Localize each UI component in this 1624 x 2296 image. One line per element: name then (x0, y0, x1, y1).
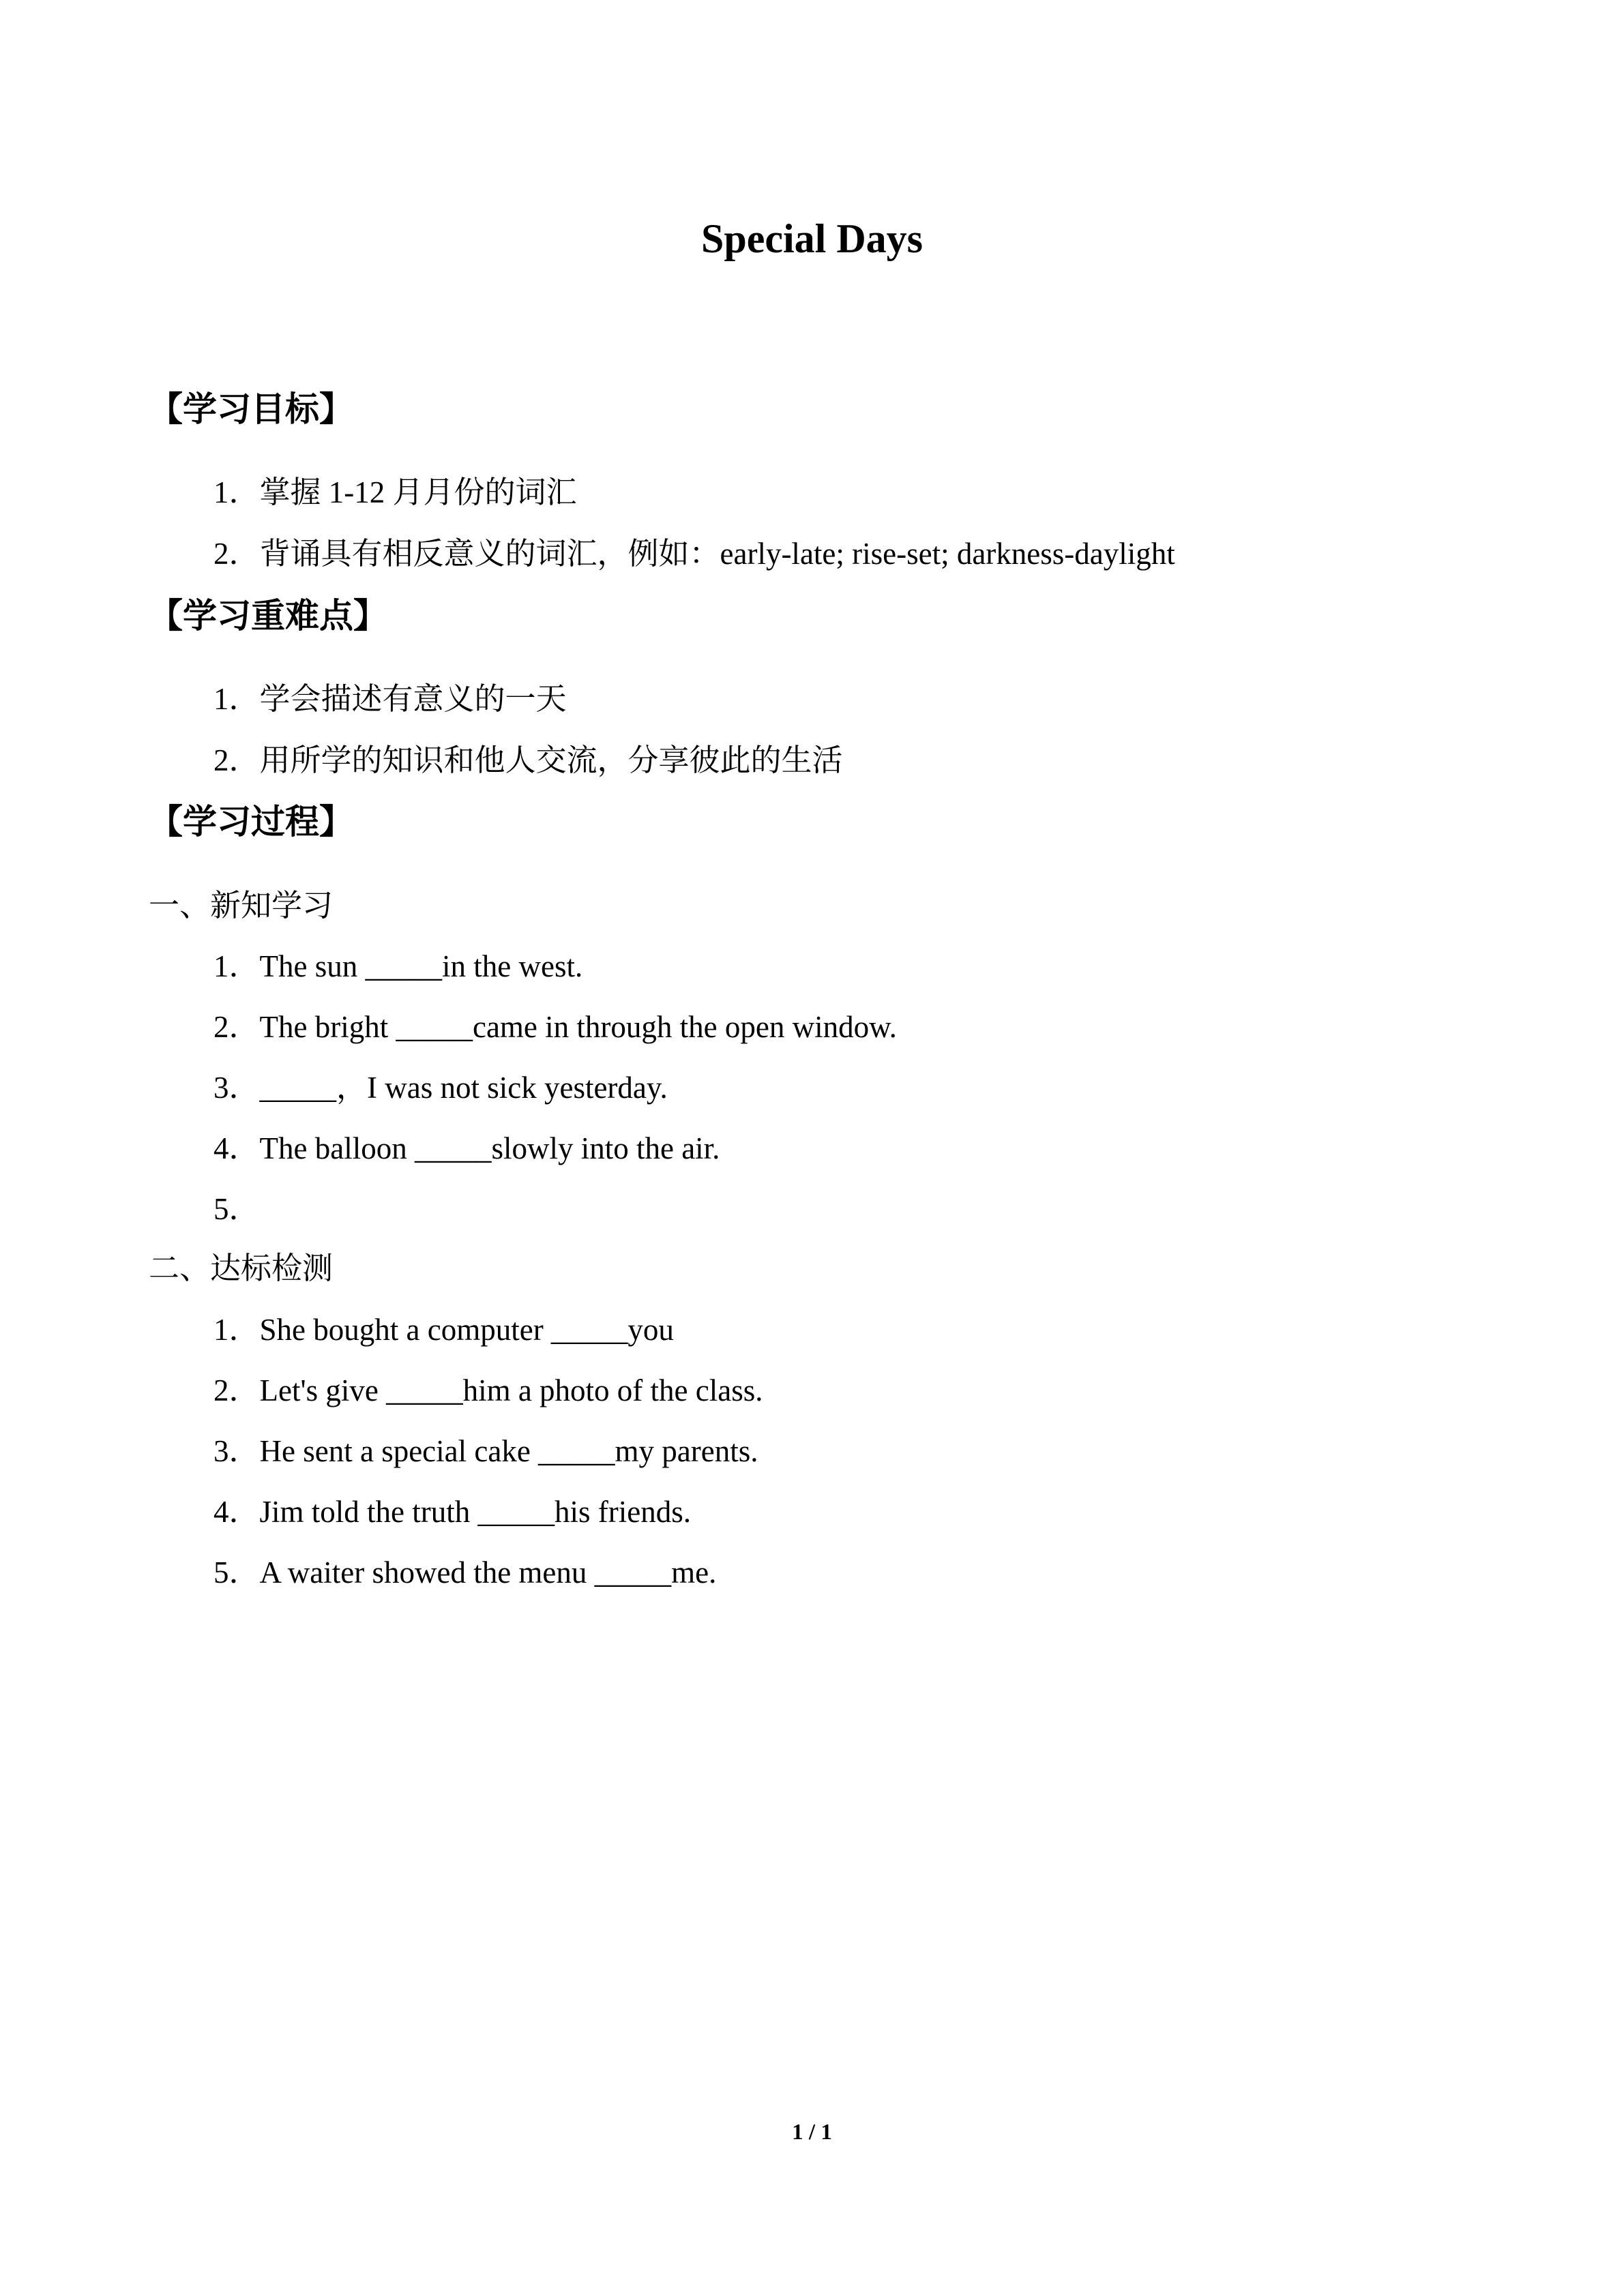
item-number: 2． (213, 1010, 260, 1044)
exercise-item (213, 946, 582, 987)
item-text: The sun _____in the west. (259, 949, 583, 983)
item-text: 掌握 1-12 月月份的词汇 (259, 475, 577, 509)
exercise-item (213, 1067, 668, 1108)
item-text: The bright _____came in through the open window. (259, 1010, 897, 1044)
process-heading: 【学习过程】 (149, 802, 353, 841)
item-text: He sent a special cake _____my parents. (259, 1434, 758, 1468)
item-number: 1． (213, 1313, 260, 1347)
objective-item-1 (213, 472, 577, 513)
exercise-item (213, 1007, 897, 1047)
item-number: 2． (213, 537, 260, 571)
exercise-item (213, 1128, 720, 1169)
item-number: 1． (213, 475, 260, 509)
key-points-heading: 【学习重难点】 (149, 596, 387, 636)
item-text: 用所学的知识和他人交流，分享彼此的生活 (259, 743, 843, 777)
exercise-item (213, 1370, 763, 1411)
item-number: 2． (213, 743, 260, 777)
section-label-assessment: 二、达标检测 (149, 1251, 334, 1285)
item-number: 3． (213, 1434, 260, 1468)
item-number: 4． (213, 1495, 260, 1529)
key-point-item-1 (213, 679, 567, 719)
item-text: Jim told the truth _____his friends. (259, 1495, 691, 1529)
exercise-item (213, 1552, 716, 1593)
exercise-item (213, 1431, 758, 1472)
item-text: A waiter showed the menu _____me. (259, 1555, 717, 1590)
item-number: 5． (213, 1555, 260, 1590)
item-number: 4． (213, 1131, 260, 1165)
item-number: 5． (213, 1192, 260, 1226)
key-point-item-2 (213, 740, 843, 781)
item-number: 1． (213, 682, 260, 716)
item-number: 3． (213, 1071, 260, 1105)
item-text: Let's give _____him a photo of the class. (259, 1373, 763, 1407)
item-text: _____，I was not sick yesterday. (259, 1071, 668, 1105)
exercise-item (213, 1309, 674, 1350)
page-title: Special Days (700, 216, 924, 261)
objective-item-2 (213, 533, 1175, 574)
item-text: 学会描述有意义的一天 (259, 682, 567, 716)
page-number: 1 / 1 (792, 2120, 832, 2145)
exercise-item (213, 1491, 691, 1532)
objectives-heading: 【学习目标】 (149, 389, 353, 429)
item-number: 2． (213, 1373, 260, 1407)
item-text: 背诵具有相反意义的词汇，例如：early-late; rise-set; darkness-daylight (259, 537, 1175, 571)
section-label-new-knowledge: 一、新知学习 (149, 889, 334, 923)
item-text: The balloon _____slowly into the air. (259, 1131, 720, 1165)
item-number: 1． (213, 949, 260, 983)
item-text: She bought a computer _____you (259, 1313, 674, 1347)
exercise-item (213, 1189, 260, 1229)
